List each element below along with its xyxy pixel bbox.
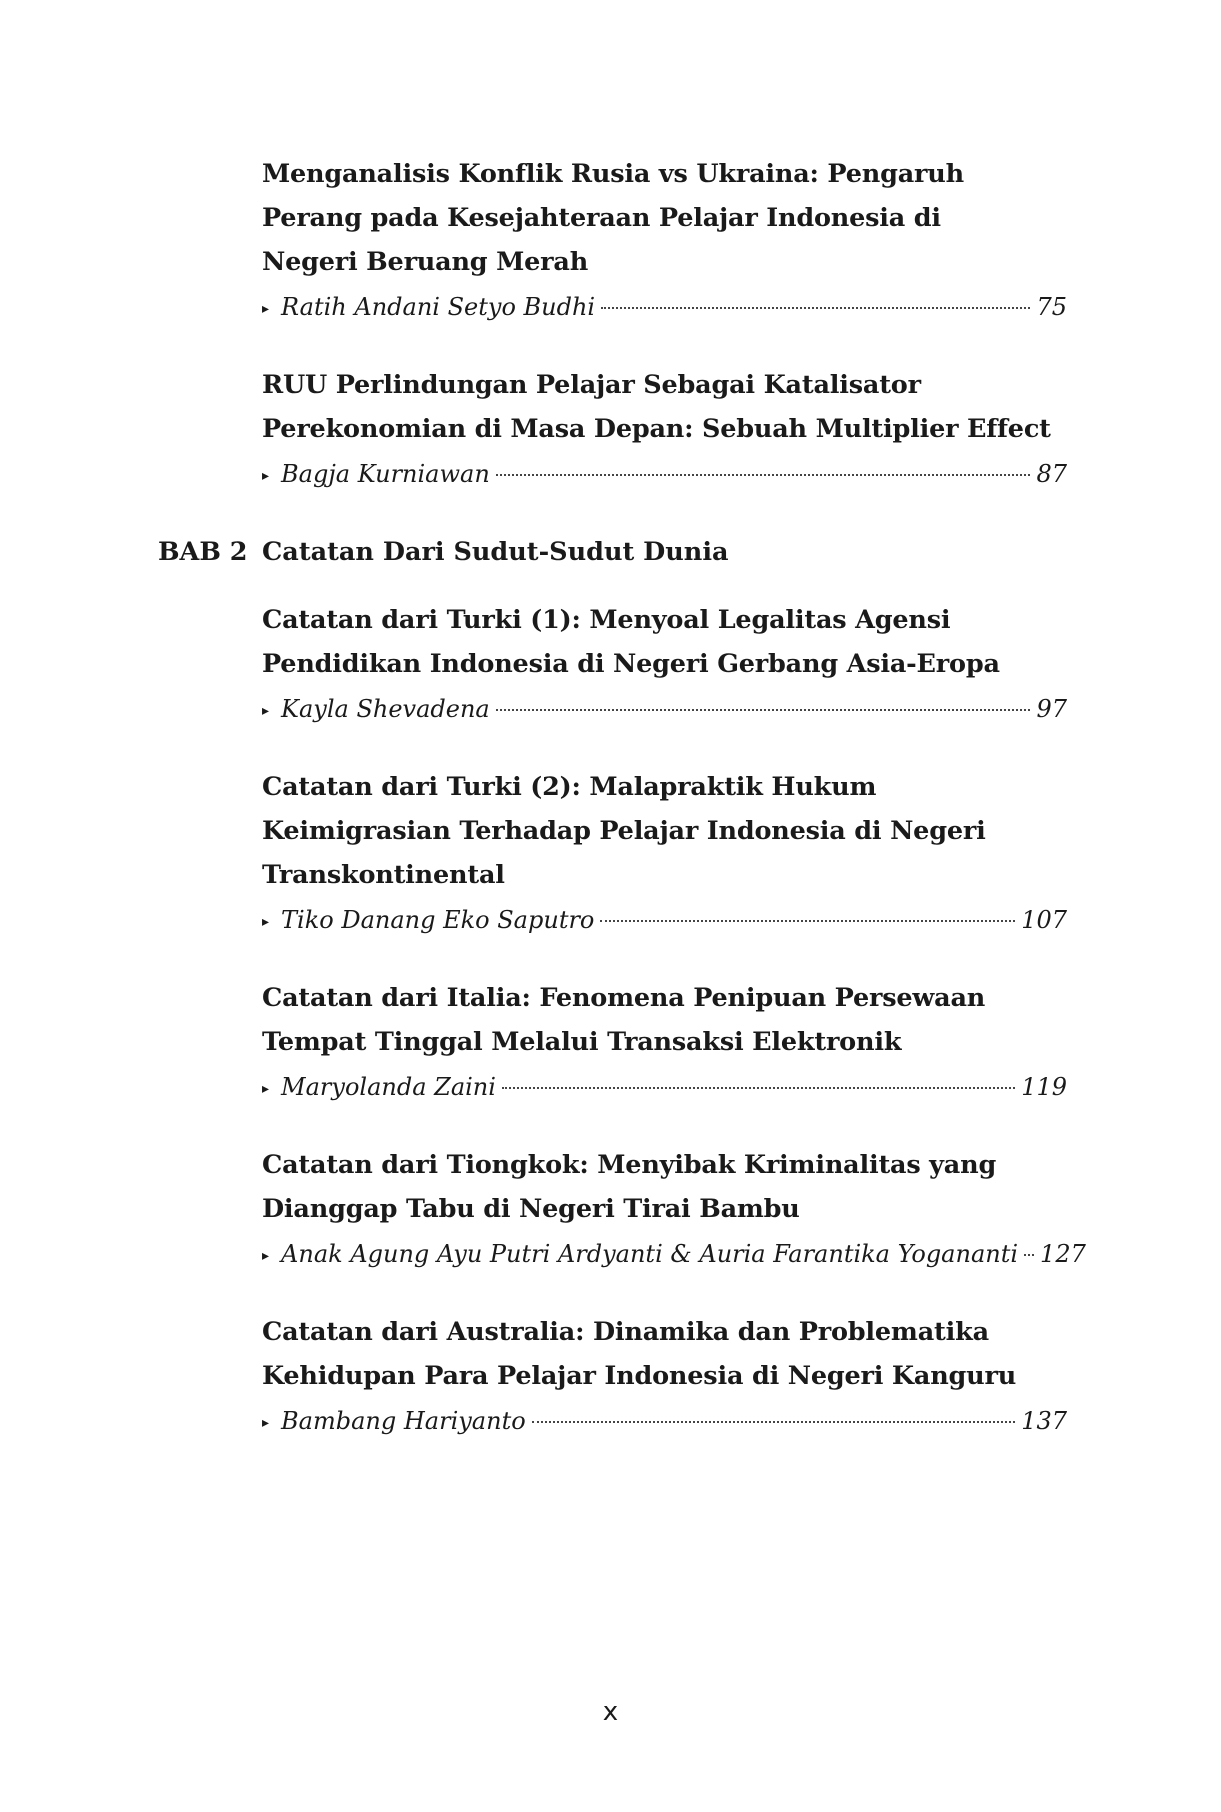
dot-leader (600, 920, 1015, 922)
toc-entry[interactable] (262, 1310, 1067, 1446)
bullet-icon: ▸ (262, 1415, 270, 1431)
entry-title-line: RUU Perlindungan Pelajar Sebagai Katalisator (262, 370, 921, 400)
entry-author: Bagja Kurniawan (281, 460, 490, 488)
toc-entry[interactable] (262, 363, 1067, 499)
entry-title-line: Negeri Beruang Merah (262, 247, 589, 277)
entry-title-line: Catatan dari Turki (1): Menyoal Legalitas Agensi (262, 605, 951, 635)
table-of-contents (158, 152, 1086, 1477)
entry-title-line: Catatan dari Turki (2): Malapraktik Hukum (262, 772, 877, 802)
bullet-icon: ▸ (262, 1248, 270, 1264)
entry-title-line: Dianggap Tabu di Negeri Tirai Bambu (262, 1194, 800, 1224)
bullet-icon: ▸ (262, 301, 270, 317)
entry-page-number: 137 (1021, 1407, 1067, 1435)
entry-author: Ratih Andani Setyo Budhi (281, 293, 596, 321)
bullet-icon: ▸ (262, 468, 270, 484)
chapter-title: Catatan Dari Sudut-Sudut Dunia (262, 537, 729, 567)
entry-title-line: Catatan dari Tiongkok: Menyibak Kriminalitas yang (262, 1150, 997, 1180)
entry-author: Maryolanda Zaini (281, 1073, 496, 1101)
entry-title-line: Menganalisis Konflik Rusia vs Ukraina: Pengaruh (262, 159, 964, 189)
dot-leader (496, 474, 1031, 476)
dot-leader (502, 1087, 1015, 1089)
toc-entry[interactable] (262, 976, 1067, 1112)
entry-title-line: Perekonomian di Masa Depan: Sebuah Multiplier Effect (262, 414, 1051, 444)
entry-author-row (262, 899, 1067, 945)
dot-leader (601, 307, 1030, 309)
page-number: x (602, 1697, 619, 1727)
toc-entries-after (262, 598, 1086, 1446)
entry-author: Bambang Hariyanto (281, 1407, 526, 1435)
entry-author-row (262, 1233, 1086, 1279)
entry-author-row (262, 286, 1067, 332)
bullet-icon: ▸ (262, 703, 270, 719)
entry-author: Tiko Danang Eko Saputro (281, 906, 595, 934)
toc-entry[interactable] (262, 598, 1067, 734)
entry-page-number: 87 (1036, 460, 1067, 488)
entry-page-number: 107 (1021, 906, 1067, 934)
entry-title-line: Pendidikan Indonesia di Negeri Gerbang Asia-Eropa (262, 649, 1000, 679)
entry-author: Kayla Shevadena (281, 695, 490, 723)
entry-author: Anak Agung Ayu Putri Ardyanti & Auria Farantika Yogananti (281, 1240, 1019, 1268)
chapter-label: BAB 2 (158, 537, 248, 567)
entry-title-line: Keimigrasian Terhadap Pelajar Indonesia di Negeri (262, 816, 986, 846)
dot-leader (496, 709, 1031, 711)
entry-page-number: 97 (1036, 695, 1067, 723)
entry-title-line: Transkontinental (262, 860, 505, 890)
dot-leader (532, 1421, 1016, 1423)
entry-page-number: 75 (1036, 293, 1067, 321)
entry-page-number: 127 (1040, 1240, 1086, 1268)
entry-title-line: Perang pada Kesejahteraan Pelajar Indonesia di (262, 203, 941, 233)
entry-title-line: Kehidupan Para Pelajar Indonesia di Negeri Kanguru (262, 1361, 1017, 1391)
entry-page-number: 119 (1021, 1073, 1067, 1101)
bullet-icon: ▸ (262, 914, 270, 930)
entry-title-line: Tempat Tinggal Melalui Transaksi Elektronik (262, 1027, 902, 1057)
toc-entry[interactable] (262, 1143, 1086, 1279)
entry-author-row (262, 688, 1067, 734)
toc-entry[interactable] (262, 765, 1067, 945)
entry-title-line: Catatan dari Australia: Dinamika dan Problematika (262, 1317, 989, 1347)
chapter-heading (158, 530, 1067, 574)
dot-leader (1024, 1254, 1034, 1256)
entry-author-row (262, 453, 1067, 499)
toc-entries-before (262, 152, 1067, 499)
toc-entry[interactable] (262, 152, 1067, 332)
entry-title-line: Catatan dari Italia: Fenomena Penipuan Persewaan (262, 983, 986, 1013)
entry-author-row (262, 1400, 1067, 1446)
bullet-icon: ▸ (262, 1081, 270, 1097)
entry-author-row (262, 1066, 1067, 1112)
